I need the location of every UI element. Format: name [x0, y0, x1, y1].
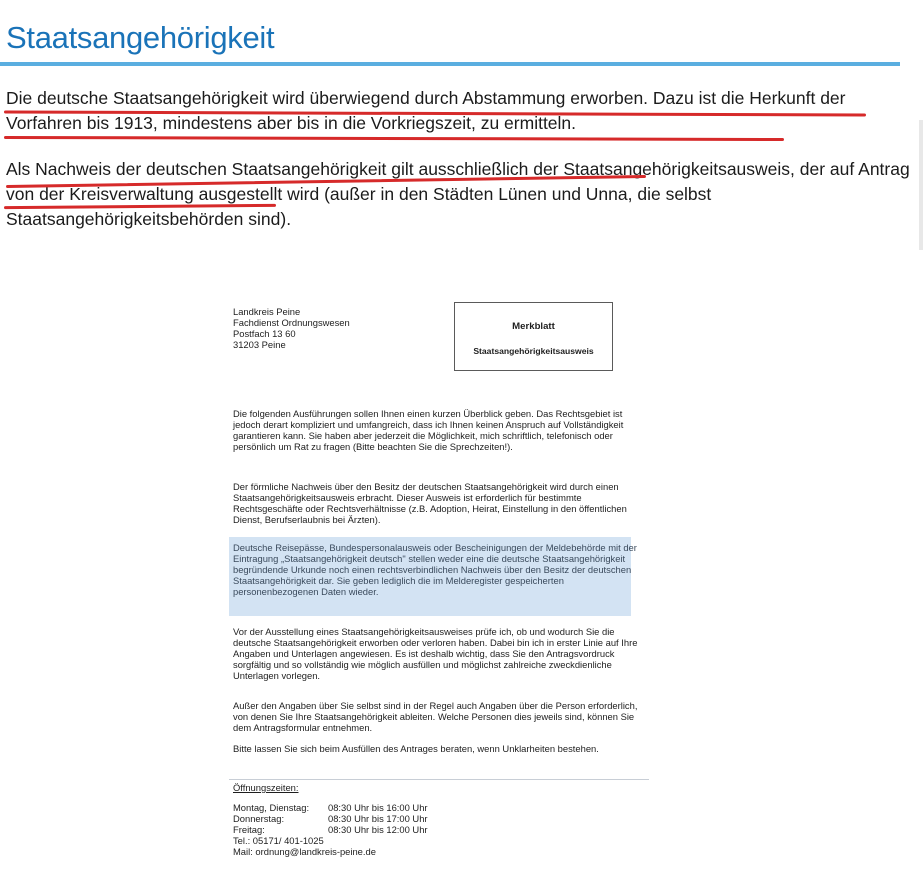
- hours-day: Freitag:: [233, 824, 265, 835]
- hours-time: 08:30 Uhr bis 17:00 Uhr: [328, 813, 428, 824]
- address-line: 31203 Peine: [233, 339, 286, 350]
- section-divider: [229, 779, 649, 780]
- document-paragraph: Vor der Ausstellung eines Staatsangehörigkeitsausweises prüfe ich, ob und wodurch Sie die deutsche Staatsangehörigkeit erworben oder verloren haben. Dabei bin ich in erster Linie auf Ihre Angaben und Unterlagen angewiesen. Es ist deshalb wichtig, dass Sie den Antragsvordruck sorgfältig und so vollständig wie möglich ausfüllen und möglichst zahlreiche zweckdienliche Unterlagen vorlegen.: [233, 626, 638, 681]
- hours-day: Montag, Dienstag:: [233, 802, 310, 813]
- opening-hours: [233, 802, 428, 857]
- email-address: Mail: ordnung@landkreis-peine.de: [233, 846, 376, 857]
- intro-paragraph-abstammung: Die deutsche Staatsangehörigkeit wird überwiegend durch Abstammung erworben. Dazu ist die Herkunft der Vorfahren bis 1913, mindestens aber bis in die Vorkriegszeit, zu ermitteln.: [6, 88, 846, 133]
- merkblatt-subtitle: Staatsangehörigkeitsausweis: [473, 346, 594, 356]
- merkblatt-title-box: [454, 302, 613, 371]
- hours-time: 08:30 Uhr bis 16:00 Uhr: [328, 802, 428, 813]
- phone-number: Tel.: 05171/ 401-1025: [233, 835, 324, 846]
- page-edge: [919, 120, 923, 250]
- red-underline-mark: [4, 136, 784, 141]
- hours-time: 08:30 Uhr bis 12:00 Uhr: [328, 824, 428, 835]
- address-line: Landkreis Peine: [233, 306, 301, 317]
- web-article: [0, 0, 923, 250]
- page-title: Staatsangehörigkeit: [6, 20, 275, 55]
- address-line: Postfach 13 60: [233, 328, 296, 339]
- hours-day: Donnerstag:: [233, 813, 285, 824]
- document-paragraph-highlighted: Deutsche Reisepässe, Bundespersonalausweis oder Bescheinigungen der Meldebehörde mit der Eintragung „Staatsangehörigkeit deutsch" stellen weder eine die deutsche Staatsangehörigkeit begründende Urkunde noch einen rechtsverbindlichen Nachweis über den Besitz der deutschen Staatsangehörigkeit dar. Sie geben lediglich die im Melderegister gespeicherten personenbezogenen Daten wieder.: [233, 542, 637, 597]
- opening-hours-heading: Öffnungszeiten:: [233, 782, 299, 793]
- merkblatt-title: Merkblatt: [512, 321, 555, 332]
- hours-row: [233, 824, 428, 835]
- sender-address: [233, 306, 350, 350]
- intro-paragraph-nachweis: Als Nachweis der deutschen Staatsangehörigkeit gilt ausschließlich der Staatsangehörigkeitsausweis, der auf Antrag von der Kreisverwaltung ausgestellt wird (außer in den Städten Lünen und Unna, die selbst Staatsangehörigkeitsbehörden sind).: [6, 159, 910, 229]
- hours-row: [233, 802, 428, 813]
- title-divider: [0, 62, 900, 66]
- address-line: Fachdienst Ordnungswesen: [233, 317, 350, 328]
- merkblatt-document-scan: [220, 282, 655, 882]
- document-paragraph: Die folgenden Ausführungen sollen Ihnen einen kurzen Überblick geben. Das Rechtsgebiet ist jedoch derart kompliziert und umfangreich, dass ich Ihnen keinen Anspruch auf Vollständigkeit garantieren kann. Sie haben aber jederzeit die Möglichkeit, mich schriftlich, telefonisch oder persönlich um Rat zu fragen (Bitte beachten Sie die Sprechzeiten!).: [233, 408, 624, 452]
- document-paragraph: Bitte lassen Sie sich beim Ausfüllen des Antrages beraten, wenn Unklarheiten bestehen.: [233, 743, 599, 754]
- document-paragraph: Außer den Angaben über Sie selbst sind in der Regel auch Angaben über die Person erforderlich, von denen Sie Ihre Staatsangehörigkeit ableiten. Welche Personen dies jeweils sind, können Sie dem Antragsformular entnehmen.: [233, 700, 638, 733]
- hours-row: [233, 813, 428, 824]
- document-paragraph: Der förmliche Nachweis über den Besitz der deutschen Staatsangehörigkeit wird durch einen Staatsangehörigkeitsausweis erbracht. Dieser Ausweis ist erforderlich für bestimmte Rechtsgeschäfte oder Rechtsverhältnisse (z.B. Adoption, Heirat, Einstellung in den öffentlichen Dienst, Berufserlaubnis bei Ärzten).: [233, 481, 627, 525]
